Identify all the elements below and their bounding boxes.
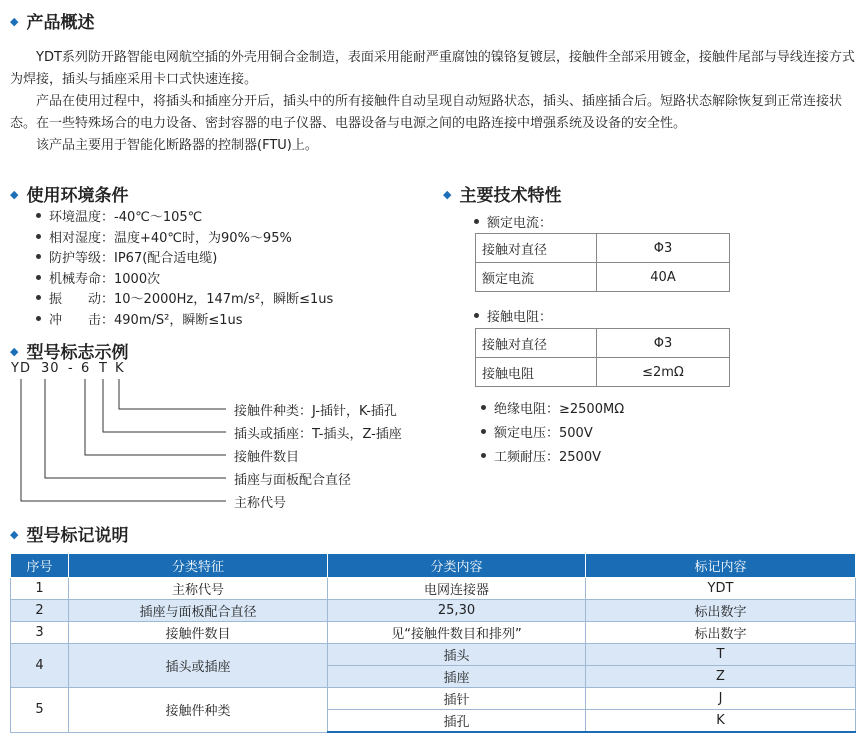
table-cell: 40A	[597, 263, 730, 292]
table-row	[11, 578, 856, 600]
table-cell: 25,30	[328, 600, 586, 622]
table-cell: 见“接触件数目和排列”	[328, 622, 586, 644]
bullet-icon	[36, 295, 41, 300]
environment-list	[36, 208, 333, 331]
tech-title: ◆ 主要技术特性	[443, 186, 562, 206]
contact-resistance-label: 接触电阻：	[474, 306, 552, 325]
table-row	[476, 263, 730, 292]
table-cell: T	[586, 644, 856, 666]
bullet-icon	[36, 254, 41, 259]
leader-line	[45, 379, 226, 478]
overview-text	[10, 47, 856, 157]
code-part-diameter: 30	[41, 361, 60, 376]
table-cell: 5	[11, 688, 69, 733]
table-cell: 额定电流	[476, 263, 597, 292]
table-cell: ≤2mΩ	[597, 358, 730, 387]
diamond-icon: ◆	[10, 345, 19, 358]
code-label-contact-type: 接触件种类：J-插针，K-插孔	[234, 404, 397, 419]
table-cell: 电网连接器	[328, 578, 586, 600]
rated-current-table	[475, 233, 730, 292]
table-cell: 插座	[328, 666, 586, 688]
model-example-title: ◆ 型号标志示例	[10, 343, 129, 363]
overview-paragraph: 产品在使用过程中，将插头和插座分开后，插头中的所有接触件自动呈现自动短路状态，插头、插座插合后。短路状态解除恢复到正常连接状态。在一些特殊场合的电力设备、密封容器的电子仪器、电器设备与电源之间的电路连接中增强系统及设备的安全性。	[10, 94, 843, 131]
bullet-icon	[481, 405, 486, 410]
table-cell: 接触对直径	[476, 329, 597, 358]
insulation-resistance: 绝缘电阻：≥2500MΩ	[481, 398, 624, 417]
table-cell: 1	[11, 578, 69, 600]
environment-title: ◆ 使用环境条件	[10, 186, 129, 206]
table-cell: 插针	[328, 688, 586, 710]
list-item: 振 动：10～2000Hz，147m/s²，瞬断≤1us	[36, 290, 333, 311]
table-cell: 接触件数目	[69, 622, 328, 644]
bullet-icon	[36, 213, 41, 218]
contact-resistance-table	[475, 328, 730, 387]
column-header: 分类内容	[328, 554, 586, 578]
model-desc-title: ◆ 型号标记说明	[10, 526, 129, 546]
table-cell: 插头或插座	[69, 644, 328, 688]
code-part-yd: YD	[11, 361, 31, 376]
model-desc-table	[10, 553, 856, 733]
list-item: 冲 击：490m/S²，瞬断≤1us	[36, 311, 333, 332]
table-cell: 3	[11, 622, 69, 644]
column-header: 序号	[11, 554, 69, 578]
leader-line	[85, 379, 226, 455]
table-cell: 插孔	[328, 710, 586, 733]
table-cell: 主称代号	[69, 578, 328, 600]
table-cell: 接触电阻	[476, 358, 597, 387]
code-part-contacts: 6	[81, 361, 91, 376]
overview-paragraph: 该产品主要用于智能化断路器的控制器(FTU)上。	[36, 138, 318, 153]
overview-paragraph: YDT系列防开路智能电网航空插的外壳用铜合金制造，表面采用能耐严重腐蚀的镍铬复镀层，接触件全部采用镀金，接触件尾部与导线连接方式为焊接，插头与插座采用卡口式快速连接。	[10, 50, 855, 87]
diamond-icon: ◆	[10, 188, 19, 201]
table-cell: 4	[11, 644, 69, 688]
diamond-icon: ◆	[10, 15, 19, 28]
list-item: 环境温度：-40℃～105℃	[36, 208, 333, 229]
table-row	[476, 358, 730, 387]
bullet-icon	[481, 453, 486, 458]
leader-line	[103, 379, 226, 432]
table-row	[11, 600, 856, 622]
bullet-icon	[36, 275, 41, 280]
table-row	[11, 688, 856, 710]
diamond-icon: ◆	[443, 188, 452, 201]
table-cell: 插头	[328, 644, 586, 666]
code-label-contacts: 接触件数目	[234, 450, 300, 465]
table-cell: Z	[586, 666, 856, 688]
list-item: 防护等级：IP67(配合适电缆)	[36, 249, 333, 270]
code-label-diameter: 插座与面板配合直径	[234, 473, 352, 488]
leader-line	[119, 379, 226, 409]
withstand-voltage: 工频耐压：2500V	[481, 446, 601, 465]
table-cell: K	[586, 710, 856, 733]
bullet-icon	[481, 429, 486, 434]
code-part-contact-type: K	[115, 361, 125, 376]
table-header-row	[11, 554, 856, 578]
table-cell: 插座与面板配合直径	[69, 600, 328, 622]
table-cell: J	[586, 688, 856, 710]
table-cell: 标出数字	[586, 600, 856, 622]
bullet-icon	[36, 234, 41, 239]
table-cell: Φ3	[597, 329, 730, 358]
list-item: 相对湿度：温度+40℃时，为90%～95%	[36, 229, 333, 250]
overview-title: ◆ 产品概述	[10, 13, 95, 33]
table-row	[11, 644, 856, 666]
bullet-icon	[474, 219, 479, 224]
table-cell: 2	[11, 600, 69, 622]
column-header: 分类特征	[69, 554, 328, 578]
table-cell: Φ3	[597, 234, 730, 263]
rated-voltage: 额定电压：500V	[481, 422, 593, 441]
table-row	[11, 622, 856, 644]
table-cell: 接触对直径	[476, 234, 597, 263]
column-header: 标记内容	[586, 554, 856, 578]
bullet-icon	[36, 316, 41, 321]
code-leader-lines	[0, 376, 440, 516]
code-label-plug-socket: 插头或插座：T-插头，Z-插座	[234, 427, 402, 442]
list-item: 机械寿命：1000次	[36, 270, 333, 291]
table-cell: YDT	[586, 578, 856, 600]
table-row	[476, 329, 730, 358]
code-part-dash: -	[68, 361, 74, 376]
leader-line	[21, 379, 226, 501]
code-part-plug-socket: T	[99, 361, 108, 376]
diamond-icon: ◆	[10, 528, 19, 541]
rated-current-label: 额定电流：	[474, 212, 552, 231]
table-row	[476, 234, 730, 263]
table-cell: 标出数字	[586, 622, 856, 644]
bullet-icon	[474, 313, 479, 318]
code-label-main: 主称代号	[234, 496, 287, 511]
table-cell: 接触件种类	[69, 688, 328, 733]
